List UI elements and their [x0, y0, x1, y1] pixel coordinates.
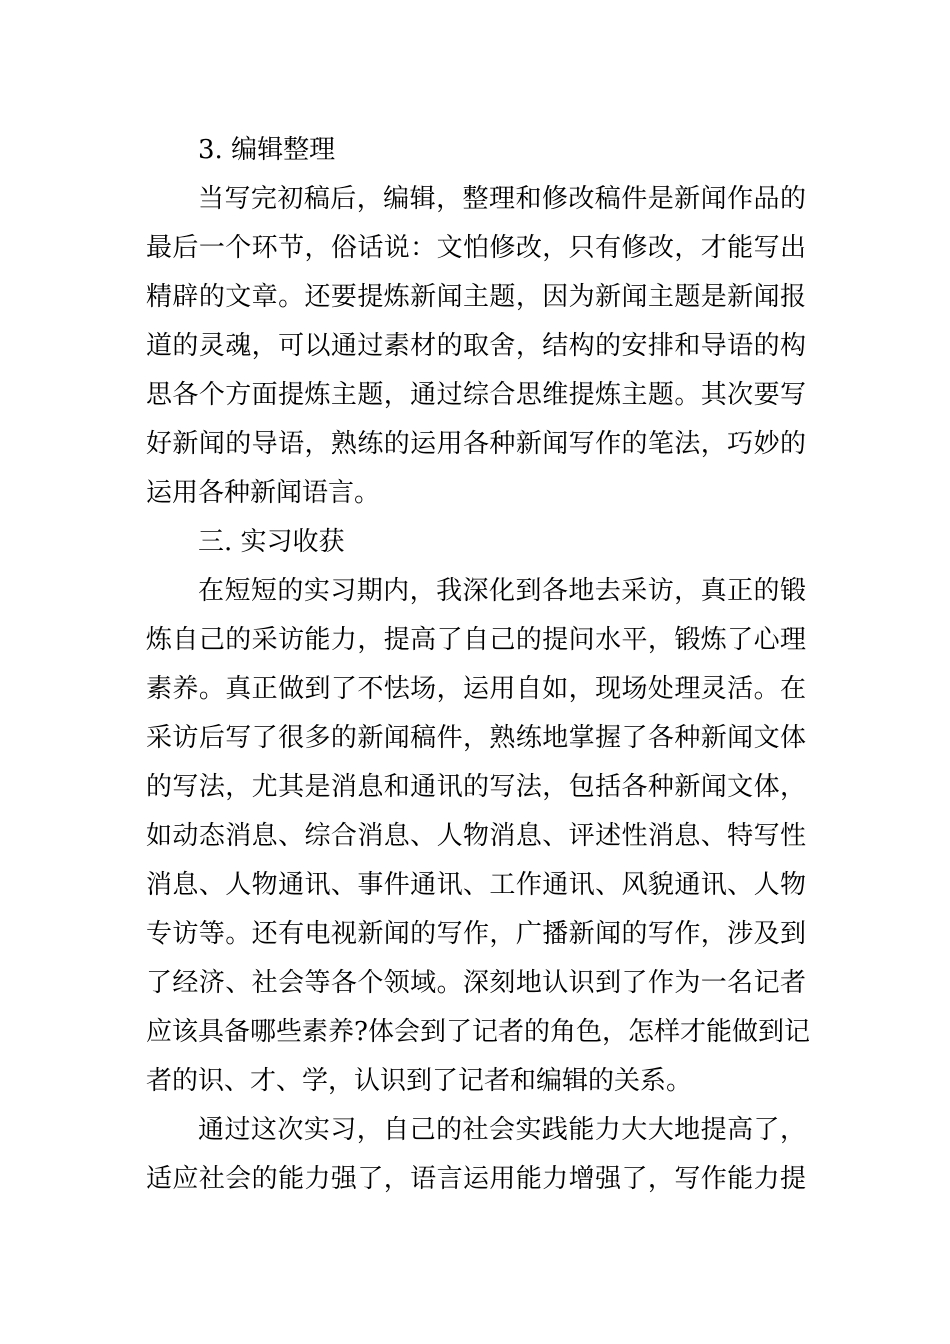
section-heading-gains: 三. 实习收获: [198, 527, 345, 557]
paragraph-gains-2: [146, 1106, 806, 1204]
paragraph-line: 精辟的文章。还要提炼新闻主题，因为新闻主题是新闻报: [146, 282, 806, 312]
paragraph-line: 应该具备哪些素养?体会到了记者的角色，怎样才能做到记: [146, 1017, 810, 1047]
paragraph-line: 炼自己的采访能力，提高了自己的提问水平，锻炼了心理: [146, 625, 806, 655]
section-heading-edit: 3. 编辑整理: [198, 135, 336, 165]
paragraph-line: 者的识、才、学，认识到了记者和编辑的关系。: [146, 1066, 693, 1096]
paragraph-line: 在短短的实习期内，我深化到各地去采访，真正的锻: [198, 576, 806, 606]
paragraph-line: 当写完初稿后，编辑，整理和修改稿件是新闻作品的: [198, 184, 806, 214]
paragraph-gains-1: [146, 567, 810, 1106]
paragraph-line: 最后一个环节，俗话说：文怕修改，只有修改，才能写出: [146, 233, 806, 263]
paragraph-edit: [146, 175, 806, 518]
paragraph-line: 的写法，尤其是消息和通讯的写法，包括各种新闻文体，: [146, 772, 806, 802]
paragraph-line: 思各个方面提炼主题，通过综合思维提炼主题。其次要写: [146, 380, 806, 410]
paragraph-line: 专访等。还有电视新闻的写作，广播新闻的写作，涉及到: [146, 919, 806, 949]
paragraph-line: 素养。真正做到了不怯场，运用自如，现场处理灵活。在: [146, 674, 806, 704]
paragraph-line: 通过这次实习，自己的社会实践能力大大地提高了，: [198, 1115, 806, 1145]
paragraph-line: 了经济、社会等各个领域。深刻地认识到了作为一名记者: [146, 968, 806, 998]
document-body: [146, 126, 810, 1204]
paragraph-line: 好新闻的导语，熟练的运用各种新闻写作的笔法，巧妙的: [146, 429, 806, 459]
paragraph-line: 运用各种新闻语言。: [146, 478, 381, 508]
paragraph-line: 如动态消息、综合消息、人物消息、评述性消息、特写性: [146, 821, 806, 851]
paragraph-line: 消息、人物通讯、事件通讯、工作通讯、风貌通讯、人物: [146, 870, 806, 900]
paragraph-line: 道的灵魂，可以通过素材的取舍，结构的安排和导语的构: [146, 331, 806, 361]
paragraph-line: 采访后写了很多的新闻稿件，熟练地掌握了各种新闻文体: [146, 723, 806, 753]
paragraph-line: 适应社会的能力强了，语言运用能力增强了，写作能力提: [146, 1164, 806, 1194]
